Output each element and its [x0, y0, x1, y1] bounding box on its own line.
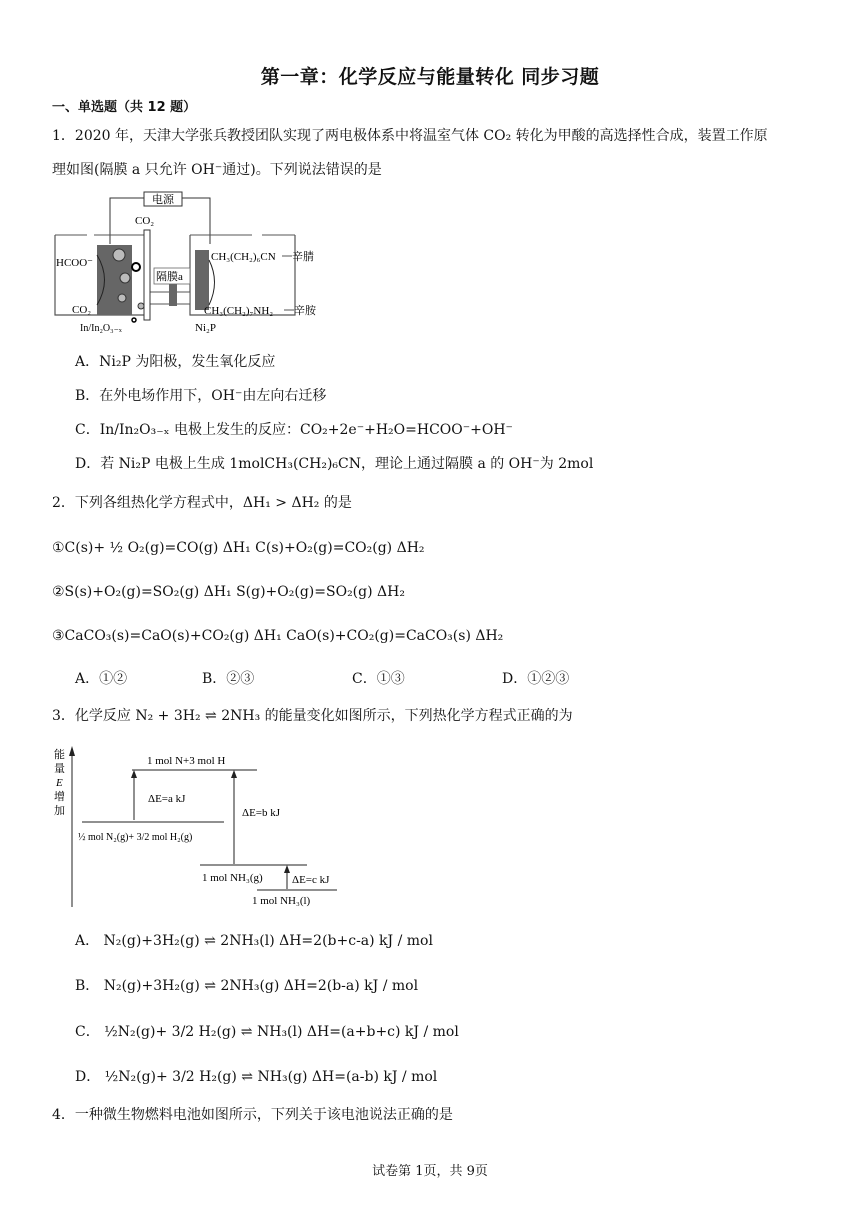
delta-b-label: ΔE=b kJ: [242, 807, 281, 819]
q1-option-a: A．Ni₂P 为阳极，发生氧化反应: [75, 354, 276, 370]
q2-option-d: D．①②③: [502, 671, 570, 687]
amine-formula: CH₃(CH₂)₇NH₂: [204, 305, 274, 317]
q2-option-a: A．①②: [75, 671, 128, 687]
energy-axis-label: [54, 747, 65, 817]
q2-item-3: ③CaCO₃(s)=CaO(s)+CO₂(g) ΔH₁ CaO(s)+CO₂(g)=CaCO₃(s) ΔH₂: [52, 628, 504, 644]
nitrile-name: 辛腈: [292, 251, 314, 263]
q3-option-a: A． N₂(g)+3H₂(g) ⇌ 2NH₃(l) ΔH=2(b+c-a) kJ / mol: [75, 933, 433, 949]
q2-option-b: B．②③: [202, 671, 255, 687]
svg-text:增: 增: [54, 791, 65, 803]
q3-option-b: B． N₂(g)+3H₂(g) ⇌ 2NH₃(g) ΔH=2(b-a) kJ / mol: [75, 978, 419, 994]
q1-option-d: D．若 Ni₂P 电极上生成 1molCH₃(CH₂)₆CN，理论上通过隔膜 a 的 OH⁻为 2mol: [75, 456, 594, 472]
nh3-liquid-label: 1 mol NH₃(l): [252, 895, 311, 907]
energy-diagram: [52, 742, 352, 912]
electrolysis-figure: [52, 190, 352, 340]
q2-option-c: C．①③: [352, 671, 405, 687]
q3-option-c: C． ½N₂(g)+ 3/2 H₂(g) ⇌ NH₃(l) ΔH=(a+b+c) kJ / mol: [75, 1024, 459, 1040]
q2-stem: 2．下列各组热化学方程式中，ΔH₁ > ΔH₂ 的是: [52, 495, 352, 511]
amine-name: 辛胺: [294, 305, 316, 317]
hcoo-label: HCOO⁻: [56, 257, 93, 269]
q3-option-d: D． ½N₂(g)+ 3/2 H₂(g) ⇌ NH₃(g) ΔH=(a-b) kJ / mol: [75, 1069, 438, 1085]
q1-stem-line1: 1．2020 年，天津大学张兵教授团队实现了两电极体系中将温室气体 CO₂ 转化为甲酸的高选择性合成，装置工作原: [52, 128, 768, 144]
svg-text:E: E: [56, 777, 63, 789]
cathode-label: In/In₂O₃₋ₓ: [80, 323, 122, 334]
q2-item-2: ②S(s)+O₂(g)=SO₂(g) ΔH₁ S(g)+O₂(g)=SO₂(g) ΔH₂: [52, 584, 405, 600]
svg-text:量: 量: [54, 763, 65, 775]
membrane-label: 隔膜a: [156, 271, 183, 283]
svg-text:能: 能: [54, 749, 65, 761]
delta-a-label: ΔE=a kJ: [148, 793, 186, 805]
q2-options: [0, 668, 860, 688]
delta-c-label: ΔE=c kJ: [292, 874, 330, 886]
q1-stem-line2: 理如图(隔膜 a 只允许 OH⁻通过)。下列说法错误的是: [52, 162, 382, 178]
nitrile-formula: CH₃(CH₂)₆CN: [211, 251, 276, 263]
svg-text:加: 加: [54, 805, 65, 817]
reactants-label: ½ mol N₂(g)+ 3/2 mol H₂(g): [78, 832, 193, 843]
top-level-label: 1 mol N+3 mol H: [147, 755, 226, 767]
q2-item-1: ①C(s)+ ½ O₂(g)=CO(g) ΔH₁ C(s)+O₂(g)=CO₂(g) ΔH₂: [52, 540, 425, 556]
anode-label: Ni₂P: [195, 322, 216, 334]
q3-stem: 3．化学反应 N₂ + 3H₂ ⇌ 2NH₃ 的能量变化如图所示，下列热化学方程式正确的为: [52, 708, 573, 724]
power-label: 电源: [152, 194, 174, 206]
q4-stem: 4．一种微生物燃料电池如图所示，下列关于该电池说法正确的是: [52, 1107, 453, 1123]
nh3-gas-label: 1 mol NH₃(g): [202, 872, 263, 884]
page-footer: 试卷第 1页，共 9页: [372, 1164, 488, 1179]
q1-option-b: B．在外电场作用下，OH⁻由左向右迁移: [75, 388, 327, 404]
co2-bottom-label: CO₂: [72, 304, 92, 316]
page-title: 第一章：化学反应与能量转化 同步习题: [260, 66, 600, 88]
co2-top-label: CO₂: [135, 215, 155, 227]
section-heading: 一、单选题（共 12 题）: [52, 100, 197, 115]
q1-option-c: C．In/In₂O₃₋ₓ 电极上发生的反应：CO₂+2e⁻+H₂O=HCOO⁻+OH⁻: [75, 422, 513, 438]
